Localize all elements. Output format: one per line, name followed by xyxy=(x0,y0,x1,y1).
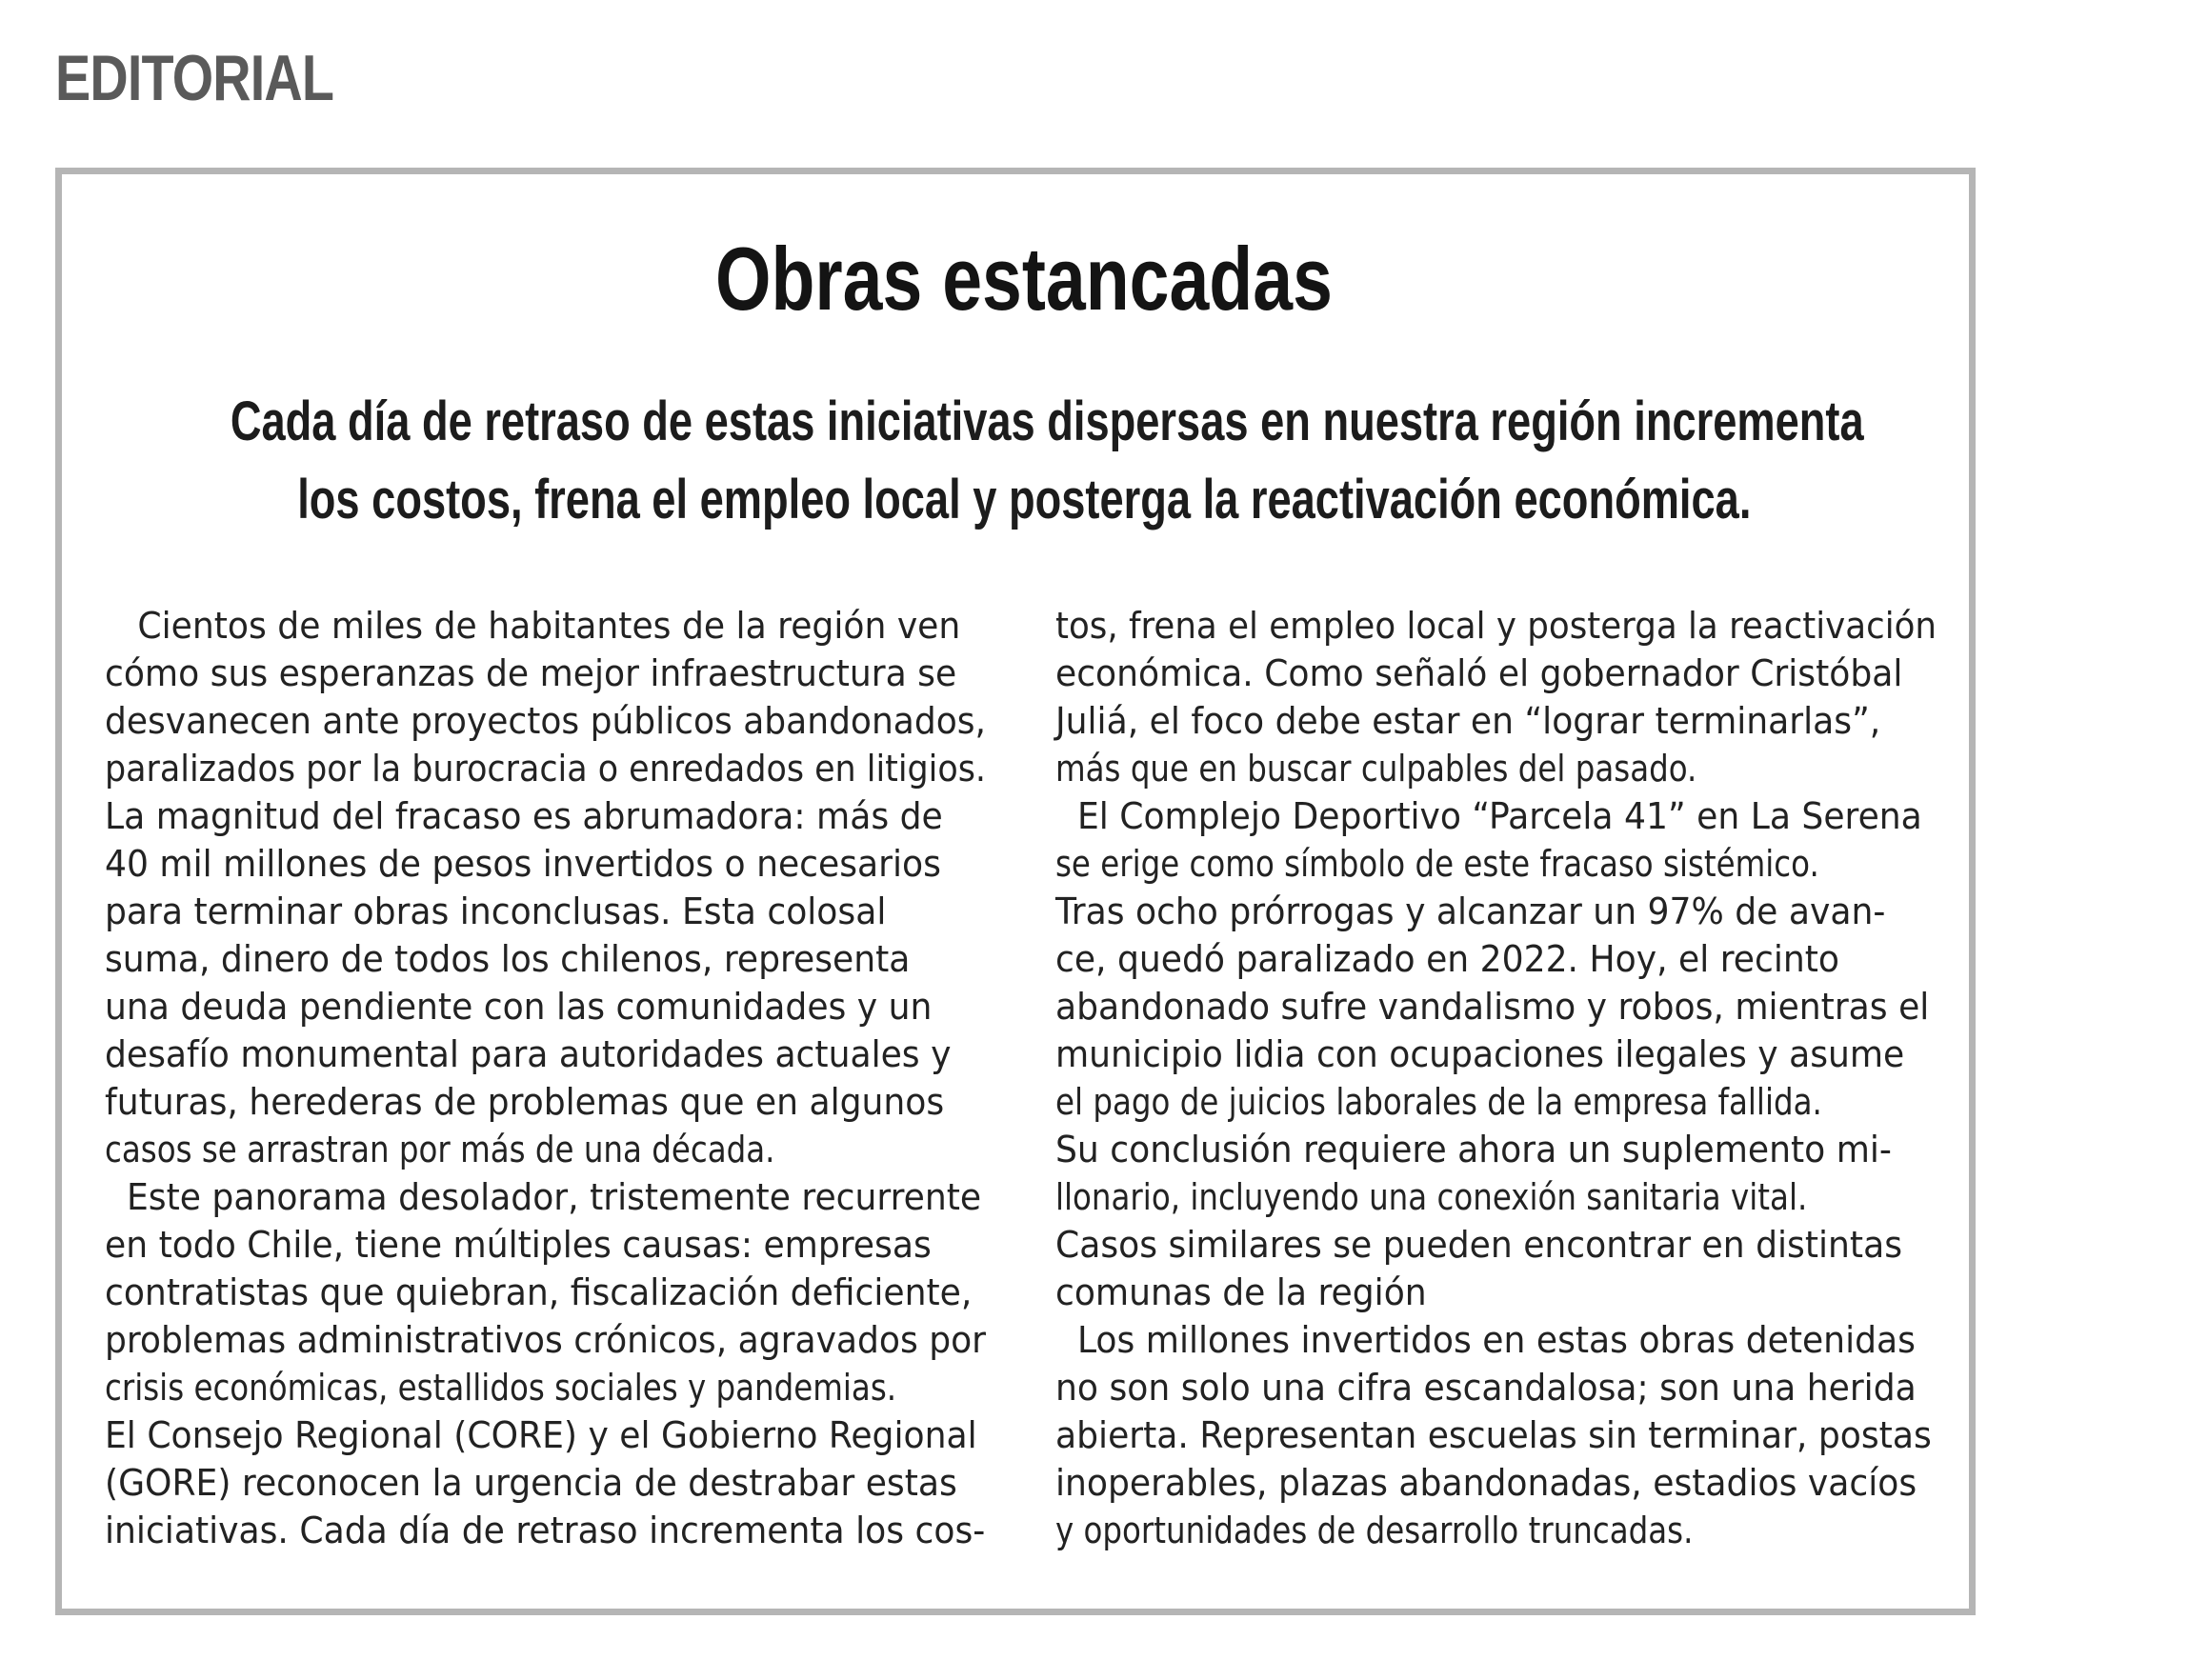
body-text: no son solo una cifra escandalosa; son una herida xyxy=(1055,1367,1917,1409)
body-text-line xyxy=(105,1173,986,1221)
body-text: (GORE) reconocen la urgencia de destrabar estas xyxy=(105,1462,957,1504)
body-text: una deuda pendiente con las comunidades y un xyxy=(105,986,933,1028)
body-text-line xyxy=(1055,888,1937,935)
body-text: futuras, herederas de problemas que en algunos xyxy=(105,1081,945,1123)
body-text: desvanecen ante proyectos públicos abandonados, xyxy=(105,700,986,742)
body-text-line xyxy=(1055,840,1937,888)
body-text: Juliá, el foco debe estar en “lograr terminarlas”, xyxy=(1055,700,1881,742)
body-text-line xyxy=(105,1459,986,1507)
body-column-left xyxy=(105,602,986,1554)
body-text-line xyxy=(105,792,986,840)
body-text: crisis económicas, estallidos sociales y pandemias. xyxy=(105,1367,897,1409)
body-text-line xyxy=(105,983,986,1030)
body-text: contratistas que quiebran, fiscalización deficiente, xyxy=(105,1271,973,1313)
body-text-line xyxy=(105,1316,986,1364)
body-text-line xyxy=(105,697,986,745)
body-text-line xyxy=(1055,1411,1937,1459)
body-text: tos, frena el empleo local y posterga la reactivación xyxy=(1055,605,1937,647)
body-text: 40 mil millones de pesos invertidos o necesarios xyxy=(105,843,941,885)
body-text: Su conclusión requiere ahora un suplemento mi- xyxy=(1055,1129,1892,1170)
body-text: Cientos de miles de habitantes de la región ven xyxy=(105,605,961,647)
body-text: económica. Como señaló el gobernador Cristóbal xyxy=(1055,652,1903,694)
body-text-line xyxy=(105,888,986,935)
body-text: El Complejo Deportivo “Parcela 41” en La Serena xyxy=(1055,795,1922,837)
body-text-line xyxy=(1055,602,1937,650)
body-text-line xyxy=(105,1221,986,1269)
body-text: suma, dinero de todos los chilenos, representa xyxy=(105,938,911,980)
body-text-line xyxy=(105,1126,986,1173)
body-text-line xyxy=(1055,1459,1937,1507)
body-text: ce, quedó paralizado en 2022. Hoy, el recinto xyxy=(1055,938,1840,980)
body-text-line xyxy=(105,1364,986,1411)
body-text-line xyxy=(1055,1126,1937,1173)
article-headline xyxy=(0,227,2048,331)
body-text-line xyxy=(105,840,986,888)
body-text: el pago de juicios laborales de la empresa fallida. xyxy=(1055,1081,1822,1123)
deck-line-text: Cada día de retraso de estas iniciativas dispersas en nuestra región incrementa xyxy=(230,390,1864,452)
body-text-line xyxy=(105,1507,986,1554)
body-text-line xyxy=(1055,1173,1937,1221)
body-text: El Consejo Regional (CORE) y el Gobierno Regional xyxy=(105,1414,977,1456)
article-deck xyxy=(0,383,2048,539)
headline-text: Obras estancadas xyxy=(715,229,1333,329)
body-text-line xyxy=(1055,745,1937,792)
body-text-line xyxy=(1055,935,1937,983)
body-text: inoperables, plazas abandonadas, estadios vacíos xyxy=(1055,1462,1917,1504)
body-text-line xyxy=(1055,697,1937,745)
body-text-line xyxy=(1055,983,1937,1030)
body-text: llonario, incluyendo una conexión sanitaria vital. xyxy=(1055,1176,1808,1218)
body-text: Casos similares se pueden encontrar en distintas xyxy=(1055,1224,1903,1266)
body-text: Los millones invertidos en estas obras detenidas xyxy=(1055,1319,1916,1361)
body-text: abandonado sufre vandalismo y robos, mientras el xyxy=(1055,986,1930,1028)
body-text: municipio lidia con ocupaciones ilegales y asume xyxy=(1055,1033,1905,1075)
body-text: La magnitud del fracaso es abrumadora: más de xyxy=(105,795,943,837)
body-text-line xyxy=(1055,1269,1937,1316)
body-text-line xyxy=(105,650,986,697)
body-text: en todo Chile, tiene múltiples causas: empresas xyxy=(105,1224,932,1266)
body-text-line xyxy=(1055,1364,1937,1411)
body-text-line xyxy=(105,1078,986,1126)
body-text-line xyxy=(105,602,986,650)
body-text: abierta. Representan escuelas sin terminar, postas xyxy=(1055,1414,1932,1456)
deck-line-text: los costos, frena el empleo local y posterga la reactivación económica. xyxy=(296,469,1752,530)
deck-line xyxy=(0,461,2048,539)
body-text: más que en buscar culpables del pasado. xyxy=(1055,748,1697,790)
body-text-line xyxy=(105,935,986,983)
body-text-line xyxy=(1055,650,1937,697)
body-text: para terminar obras inconclusas. Esta colosal xyxy=(105,890,887,932)
body-text-line xyxy=(1055,1221,1937,1269)
body-text: casos se arrastran por más de una década. xyxy=(105,1129,775,1170)
body-text-line xyxy=(1055,1078,1937,1126)
body-text-line xyxy=(105,1030,986,1078)
body-text: se erige como símbolo de este fracaso sistémico. xyxy=(1055,843,1819,885)
body-text: comunas de la región xyxy=(1055,1271,1427,1313)
body-text: y oportunidades de desarrollo truncadas. xyxy=(1055,1510,1694,1551)
body-text: Este panorama desolador, tristemente recurrente xyxy=(105,1176,982,1218)
body-column-right xyxy=(1055,602,1937,1554)
body-text: desafío monumental para autoridades actuales y xyxy=(105,1033,952,1075)
body-text-line xyxy=(105,745,986,792)
body-text-line xyxy=(1055,1316,1937,1364)
section-label: EDITORIAL xyxy=(55,42,334,114)
body-text-line xyxy=(1055,1030,1937,1078)
deck-line xyxy=(0,383,2048,461)
body-text: paralizados por la burocracia o enredados en litigios. xyxy=(105,748,986,790)
body-text-line xyxy=(1055,1507,1937,1554)
body-text: iniciativas. Cada día de retraso incrementa los cos- xyxy=(105,1510,986,1551)
body-text-line xyxy=(1055,792,1937,840)
body-text-line xyxy=(105,1269,986,1316)
body-text-line xyxy=(105,1411,986,1459)
body-text: Tras ocho prórrogas y alcanzar un 97% de avan- xyxy=(1055,890,1886,932)
body-text: problemas administrativos crónicos, agravados por xyxy=(105,1319,986,1361)
body-text: cómo sus esperanzas de mejor infraestructura se xyxy=(105,652,957,694)
